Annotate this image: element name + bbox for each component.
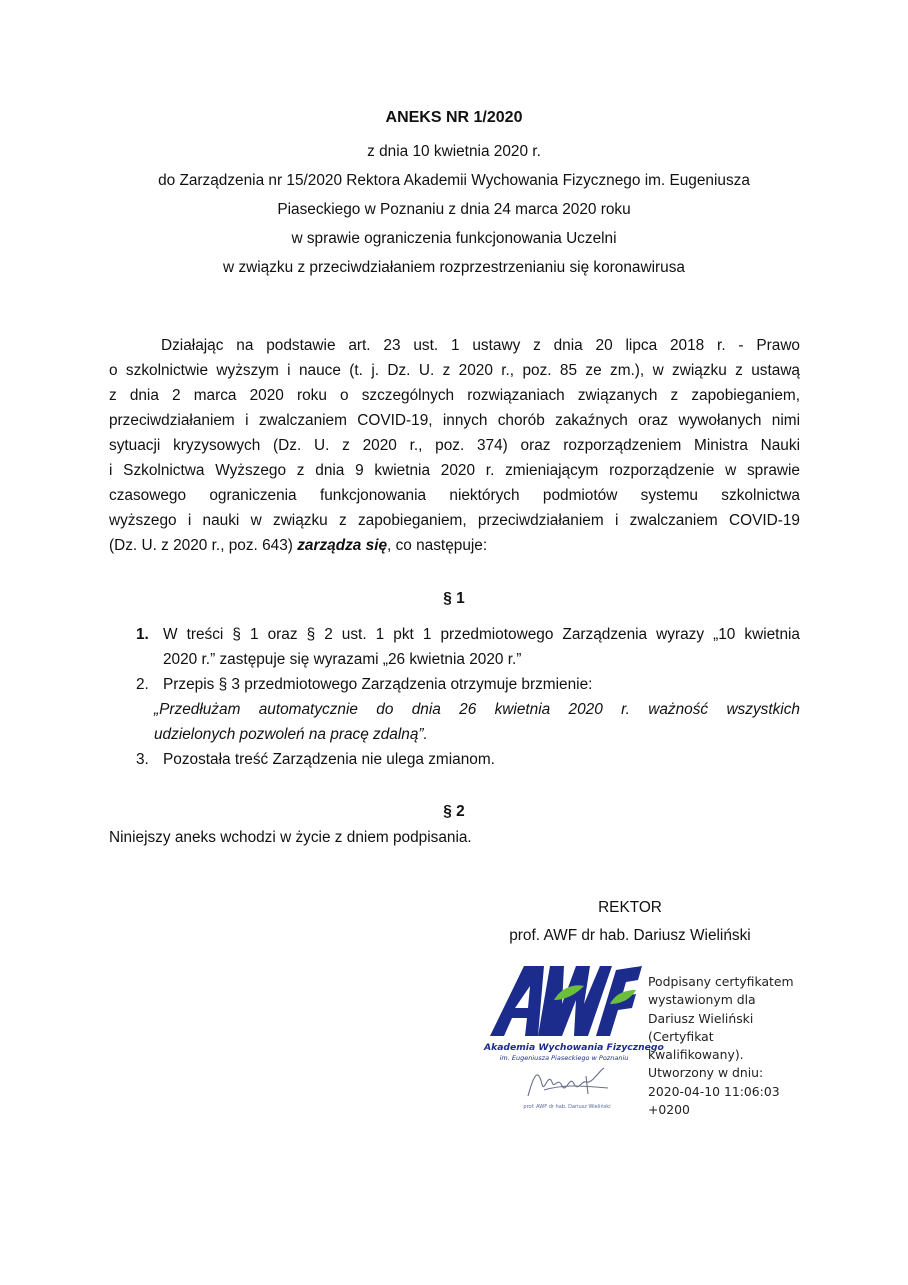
preamble-line-9 — [109, 536, 800, 556]
preamble-line-1: Działając na podstawie art. 23 ust. 1 ustawy z dnia 20 lipca 2018 r. - Prawo — [161, 337, 800, 354]
preamble-line-4: przeciwdziałaniem i zwalczaniem COVID-19, innych chorób zakaźnych oraz wywołanych nimi — [109, 412, 800, 429]
list-item-1-line-1: W treści § 1 oraz § 2 ust. 1 pkt 1 przedmiotowego Zarządzenia wyrazy „10 kwietnia — [163, 626, 800, 643]
section-1-heading: § 1 — [443, 590, 465, 607]
certificate-line: (Certyfikat — [648, 1028, 714, 1044]
document-title: ANEKS NR 1/2020 — [385, 109, 523, 126]
preamble-line-9-end: , co następuje: — [387, 537, 488, 554]
document-subtitle-2: Piaseckiego w Poznaniu z dnia 24 marca 2020 roku — [277, 201, 631, 218]
logo-caption-location: im. Eugeniusza Piaseckiego w Poznaniu — [499, 1054, 629, 1062]
signatory-name: prof. AWF dr hab. Dariusz Wieliński — [509, 927, 751, 944]
certificate-timezone: +0200 — [648, 1102, 690, 1118]
preamble-line-9-start: (Dz. U. z 2020 r., poz. 643) — [109, 537, 298, 554]
document-subtitle-3: w sprawie ograniczenia funkcjonowania Uczelni — [291, 230, 617, 247]
certificate-line: kwalifikowany). — [648, 1047, 744, 1063]
preamble-line-8: wyższego i nauki w związku z zapobieganiem, przeciwdziałaniem i zwalczaniem COVID-19 — [109, 512, 800, 529]
certificate-line: Utworzony w dniu: — [648, 1065, 764, 1081]
document-subtitle-1: do Zarządzenia nr 15/2020 Rektora Akademii Wychowania Fizycznego im. Eugeniusza — [158, 172, 750, 189]
certificate-timestamp: 2020-04-10 11:06:03 — [648, 1083, 780, 1099]
preamble-emphasis: zarządza się — [297, 537, 388, 554]
signature-stamp-caption: prof. AWF dr hab. Dariusz Wieliński — [523, 1104, 611, 1110]
list-item-2-quote-2: udzielonych pozwoleń na pracę zdalną”. — [154, 726, 428, 743]
preamble-line-2: o szkolnictwie wyższym i nauce (t. j. Dz. U. z 2020 r., poz. 85 ze zm.), w związku z ustawą — [109, 362, 800, 379]
section-2-text: Niniejszy aneks wchodzi w życie z dniem podpisania. — [109, 829, 472, 846]
certificate-line: wystawionym dla — [648, 992, 756, 1008]
preamble-line-7: czasowego ograniczenia funkcjonowania niektórych podmiotów systemu szkolnictwa — [109, 487, 800, 504]
signatory-role: REKTOR — [598, 899, 662, 916]
preamble-line-6: i Szkolnictwa Wyższego z dnia 9 kwietnia 2020 r. zmieniającym rozporządzenie w sprawie — [109, 462, 800, 479]
document-date: z dnia 10 kwietnia 2020 r. — [367, 143, 541, 160]
list-item-3-number: 3. — [136, 751, 149, 768]
handwritten-signature — [524, 1064, 614, 1104]
awf-logo-mark — [490, 966, 642, 1036]
list-item-2-quote-1: „Przedłużam automatycznie do dnia 26 kwietnia 2020 r. ważność wszystkich — [154, 701, 800, 718]
certificate-line: Dariusz Wieliński — [648, 1010, 754, 1026]
certificate-info — [648, 973, 818, 1119]
preamble-line-3: z dnia 2 marca 2020 roku o szczególnych rozwiązaniach związanych z zapobieganiem, — [109, 387, 800, 404]
section-2-heading: § 2 — [443, 803, 465, 820]
list-item-1-number: 1. — [136, 626, 149, 643]
university-logo — [484, 960, 664, 1120]
list-item-1-line-2: 2020 r.” zastępuje się wyrazami „26 kwietnia 2020 r.” — [163, 651, 522, 668]
list-item-3-line-1: Pozostała treść Zarządzenia nie ulega zmianom. — [163, 751, 495, 768]
awf-logo-graphic — [484, 960, 644, 1042]
list-item-2-line-1: Przepis § 3 przedmiotowego Zarządzenia otrzymuje brzmienie: — [163, 676, 593, 693]
document-subtitle-4: w związku z przeciwdziałaniem rozprzestrzenianiu się koronawirusa — [223, 259, 685, 276]
preamble-line-5: sytuacji kryzysowych (Dz. U. z 2020 r., poz. 374) oraz rozporządzeniem Ministra Nauki — [109, 437, 800, 454]
list-item-2-number: 2. — [136, 676, 149, 693]
logo-caption-name: Akademia Wychowania Fizycznego — [484, 1042, 664, 1053]
certificate-line: Podpisany certyfikatem — [648, 974, 794, 989]
